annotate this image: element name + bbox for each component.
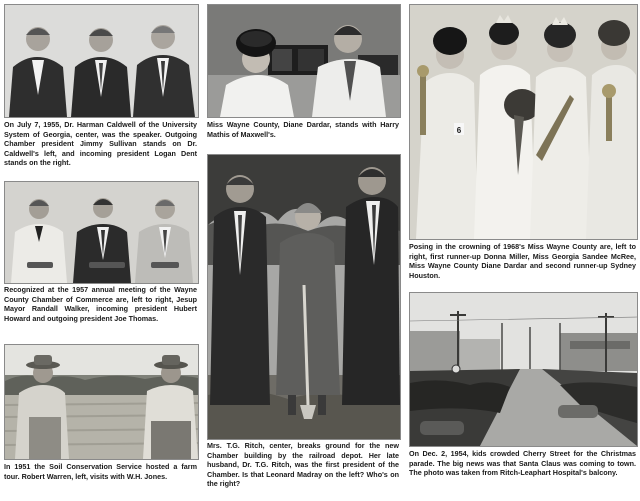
caption-crowning: Posing in the crowning of 1968's Miss Wayne County are, left to right, first runner-up Donna Miller, Miss Georgia Sandee McRee, Miss Wayne County Diane Dardar and second runner-up Sydney Houston.: [409, 242, 636, 280]
caption-dardar-mathis: Miss Wayne County, Diane Dardar, stands with Harry Mathis of Maxwell's.: [207, 120, 399, 139]
photo-caldwell-sullivan-dent: [4, 4, 199, 118]
sash-number: 6: [456, 126, 462, 135]
photo-groundbreaking: [207, 154, 401, 440]
photo-annual-meeting-1957: [4, 181, 199, 284]
caption-groundbreaking: Mrs. T.G. Ritch, center, breaks ground for the new Chamber building by the railroad depot. Her late husband, Dr. T.G. Ritch, was the first president of the Chamber. Is that Leonard Madray on the left? Who's on the right?: [207, 441, 399, 489]
photo-dardar-mathis: [207, 4, 401, 118]
caption-farm-tour: In 1951 the Soil Conservation Service hosted a farm tour. Robert Warren, left, visits with W.H. Jones.: [4, 462, 197, 481]
photo-crowning-1968: [409, 4, 638, 240]
photo-christmas-parade-1954: [409, 292, 638, 447]
photo-farm-tour-1951: [4, 344, 199, 460]
caption-caldwell: On July 7, 1955, Dr. Harman Caldwell of the University System of Georgia, center, was the speaker. Outgoing Chamber president Jimmy Sullivan stands on Dr. Caldwell's left, and incoming president Logan Dent stands on the right.: [4, 120, 197, 168]
caption-parade: On Dec. 2, 1954, kids crowded Cherry Street for the Christmas parade. The big news was that Santa Claus was coming to town. The photo was taken from Ritch-Leaphart Hospital's balcony.: [409, 449, 636, 478]
caption-annual-meeting: Recognized at the 1957 annual meeting of the Wayne County Chamber of Commerce are, left to right, Jesup Mayor Randall Walker, incoming president Hubert Howard and outgoing president Joe Thomas.: [4, 285, 197, 323]
